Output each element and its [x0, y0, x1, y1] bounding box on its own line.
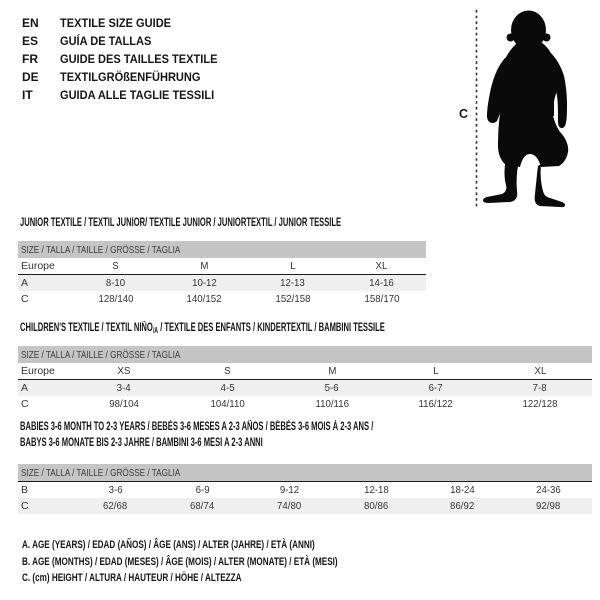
language-code: IT: [22, 88, 33, 102]
size-header-text: SIZE / TALLA / TAILLE / GRÖSSE / TAGLIA: [21, 466, 181, 479]
language-label: GUIDE DES TAILLES TEXTILE: [60, 52, 218, 66]
size-cell: 9-12: [279, 484, 300, 496]
size-cell: 80/86: [333, 498, 419, 514]
size-cell: 92/98: [505, 498, 592, 514]
size-cell: XS: [72, 363, 176, 380]
size-cell: 3-4: [72, 380, 176, 397]
size-header-bar: [18, 464, 592, 482]
size-cell: 8-10: [72, 275, 160, 292]
section-title-line2: BABYS 3-6 MONATE BIS 2-3 JAHRE / BAMBINI 3-6 MESI A 2-3 ANNI: [20, 436, 263, 449]
size-cell: M: [280, 363, 384, 380]
size-cell: 128/140: [98, 293, 134, 305]
size-cell: 12-18: [363, 484, 389, 496]
language-row-es: [22, 32, 231, 50]
size-cell: 6-7: [384, 380, 488, 397]
row-label: B: [21, 484, 29, 496]
section-title-line1: BABIES 3-6 MONTH TO 2-3 YEARS / BEBÉS 3-6 MESES A 2-3 AÑOS / BÉBÉS 3-6 MOIS À 2-3 ANS /: [20, 421, 374, 433]
size-cell: 7-8: [488, 380, 592, 397]
row-label: A: [18, 380, 72, 397]
size-cell: L: [248, 258, 337, 275]
size-cell: 122/128: [522, 398, 558, 410]
table-row-c: [18, 498, 592, 514]
size-cell: 24-36: [536, 484, 561, 496]
size-table-babies: [18, 464, 592, 514]
section-title-text: JUNIOR TEXTILE / TEXTIL JUNIOR/ TEXTILE JUNIOR / JUNIORTEXTIL / JUNIOR TESSILE: [20, 217, 342, 229]
table-row-c: [18, 396, 592, 412]
measurement-notes: [22, 537, 449, 587]
size-header-bar: [18, 241, 426, 258]
size-cell: 6-9: [195, 484, 210, 496]
size-cell: 62/68: [72, 498, 159, 514]
size-header-text: SIZE / TALLA / TAILLE / GRÖSSE / TAGLIA: [21, 243, 181, 256]
table-row-a: [18, 380, 592, 397]
size-cell: XL: [337, 258, 426, 275]
language-row-it: [22, 86, 231, 104]
note-line-c: C. (cm) HEIGHT / ALTURA / HAUTEUR / HÖHE / ALTEZZA: [22, 572, 242, 584]
table-row-b: [18, 482, 592, 499]
size-cell: S: [72, 258, 160, 275]
size-table-children: [18, 346, 592, 412]
size-cell: 5-6: [280, 380, 384, 397]
size-cell: 14-16: [337, 275, 426, 292]
row-label: C: [21, 398, 29, 410]
language-code: ES: [22, 34, 39, 48]
size-cell: 74/80: [246, 498, 333, 514]
language-label: GUIDA ALLE TAGLIE TESSILI: [60, 88, 215, 102]
size-cell: 68/74: [159, 498, 246, 514]
size-cell: S: [176, 363, 280, 380]
size-header-bar: [18, 346, 592, 363]
size-cell: 104/110: [210, 398, 246, 410]
size-cell: 18-24: [449, 484, 475, 496]
size-cell: 86/92: [419, 498, 505, 514]
size-cell: L: [384, 363, 488, 380]
size-cell: 110/116: [315, 398, 349, 410]
table-row-europe: [18, 258, 426, 275]
language-code: EN: [22, 16, 39, 30]
language-row-en: [22, 14, 231, 32]
size-cell: M: [160, 258, 248, 275]
size-cell: 158/170: [364, 293, 399, 305]
row-label: C: [21, 293, 29, 305]
size-cell: 10-12: [160, 275, 248, 292]
baby-silhouette-figure: [450, 0, 598, 215]
language-label: GUÍA DE TALLAS: [60, 34, 152, 48]
baby-silhouette: [483, 11, 568, 208]
height-label-c: C: [459, 107, 469, 121]
size-cell: 152/158: [275, 293, 310, 305]
row-label: C: [18, 498, 72, 514]
language-row-de: [22, 68, 231, 86]
size-cell: 4-5: [176, 380, 280, 397]
size-table-junior: [18, 241, 426, 307]
size-cell: XL: [488, 363, 592, 380]
section-title-text: CHILDREN'S TEXTILE / TEXTIL NIÑO: [20, 322, 153, 334]
row-label: A: [18, 275, 72, 292]
size-cell: 116/122: [418, 398, 454, 410]
language-list: [22, 14, 231, 104]
language-code: FR: [22, 52, 38, 66]
size-header-text: SIZE / TALLA / TAILLE / GRÖSSE / TAGLIA: [21, 348, 181, 361]
section-title-children: [20, 322, 385, 335]
table-row-a: [18, 275, 426, 292]
size-cell: 12-13: [248, 275, 337, 292]
language-code: DE: [22, 70, 39, 84]
size-cell: 3-6: [108, 484, 123, 496]
language-label: TEXTILE SIZE GUIDE: [60, 16, 172, 30]
section-title-text: / TEXTILE DES ENFANTS / KINDERTEXTIL / BAMBINI TESSILE: [158, 322, 385, 334]
section-title-junior: [20, 217, 341, 229]
section-title-babies: [20, 420, 373, 451]
size-cell: 98/104: [109, 398, 139, 410]
table-row-europe: [18, 363, 592, 380]
note-line-b: B. AGE (MONTHS) / EDAD (MESES) / ÂGE (MOIS) / ALTER (MONATE) / ETÀ (MESI): [22, 555, 338, 568]
language-row-fr: [22, 50, 231, 68]
language-label: TEXTILGRÖßENFÜHRUNG: [60, 70, 201, 84]
size-cell: 140/152: [186, 293, 222, 305]
table-row-c: [18, 291, 426, 307]
row-label: Europe: [18, 363, 72, 380]
row-label: Europe: [18, 258, 72, 275]
section-title-subscript: /A: [152, 326, 159, 335]
note-line-a: A. AGE (YEARS) / EDAD (AÑOS) / ÂGE (ANS) / ALTER (JAHRE) / ETÀ (ANNI): [22, 539, 315, 551]
